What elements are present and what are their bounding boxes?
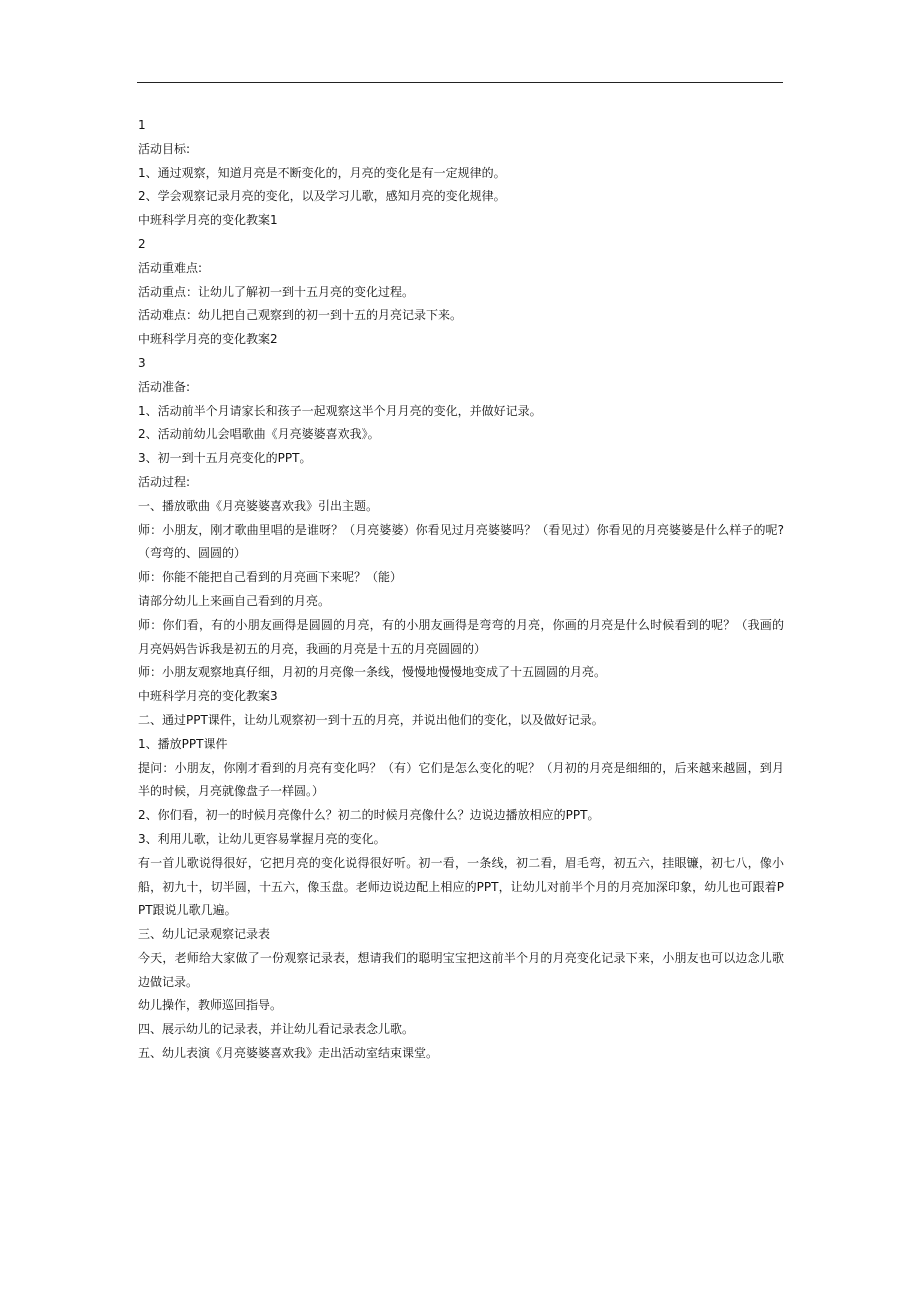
- nursery-rhyme-paragraph: 有一首儿歌说得很好，它把月亮的变化说得很好听。初一看，一条线，初二看，眉毛弯，初五六，挂眼镰，初七八，像小船，初九十，切半圆，十五六，像玉盘。老师边说边配上相应的PPT，让幼儿对前半个月的月亮加深印象，幼儿也可跟着PPT跟说儿歌几遍。: [138, 855, 784, 918]
- process-step-2: 二、通过PPT课件，让幼儿观察初一到十五的月亮，并说出他们的变化，以及做好记录。: [138, 712, 604, 727]
- process-step-1: 一、播放歌曲《月亮婆婆喜欢我》引出主题。: [138, 498, 379, 513]
- objective-item-1: 1、通过观察，知道月亮是不断变化的，月亮的变化是有一定规律的。: [138, 165, 506, 180]
- instruction-line: 请部分幼儿上来画自己看到的月亮。: [138, 593, 331, 608]
- substep-3: 3、利用儿歌，让幼儿更容易掌握月亮的变化。: [138, 831, 386, 846]
- preparation-item-2: 2、活动前幼儿会唱歌曲《月亮婆婆喜欢我》。: [138, 427, 380, 442]
- heading-process: 活动过程:: [138, 474, 191, 489]
- lesson-plan-label-1: 中班科学月亮的变化教案1: [138, 213, 278, 228]
- heading-objectives: 活动目标:: [138, 141, 191, 156]
- document-body: [138, 114, 784, 1066]
- question-paragraph: 提问：小朋友，你刚才看到的月亮有变化吗？（有）它们是怎么变化的呢？（月初的月亮是细细的，后来越来越圆，到月半的时候，月亮就像盘子一样圆。）: [138, 760, 784, 799]
- process-step-4: 四、展示幼儿的记录表，并让幼儿看记录表念儿歌。: [138, 1022, 415, 1037]
- objective-item-2: 2、学会观察记录月亮的变化，以及学习儿歌，感知月亮的变化规律。: [138, 189, 506, 204]
- dialogue-paragraph: 师：你们看，有的小朋友画得是圆圆的月亮，有的小朋友画得是弯弯的月亮，你画的月亮是什么时候看到的呢？（我画的月亮妈妈告诉我是初五的月亮，我画的月亮是十五的月亮圆圆的）: [138, 617, 784, 656]
- record-sheet-paragraph: 今天，老师给大家做了一份观察记录表，想请我们的聪明宝宝把这前半个月的月亮变化记录下来，小朋友也可以边念儿歌边做记录。: [138, 950, 784, 989]
- section-number-3: 3: [138, 355, 146, 370]
- lesson-plan-label-3: 中班科学月亮的变化教案3: [138, 689, 278, 704]
- operation-line: 幼儿操作，教师巡回指导。: [138, 998, 283, 1013]
- dialogue-line: 师：你能不能把自己看到的月亮画下来呢？（能）: [138, 570, 403, 585]
- process-step-3: 三、幼儿记录观察记录表: [138, 927, 271, 942]
- heading-key-points: 活动重难点:: [138, 260, 203, 275]
- difficult-point: 活动难点：幼儿把自己观察到的初一到十五的月亮记录下来。: [138, 308, 463, 323]
- lesson-plan-label-2: 中班科学月亮的变化教案2: [138, 332, 278, 347]
- section-number-2: 2: [138, 236, 146, 251]
- key-point: 活动重点：让幼儿了解初一到十五月亮的变化过程。: [138, 284, 415, 299]
- header-rule: [137, 82, 783, 83]
- section-number-1: 1: [138, 118, 146, 132]
- substep-2: 2、你们看，初一的时候月亮像什么？初二的时候月亮像什么？边说边播放相应的PPT。: [138, 808, 600, 823]
- preparation-item-1: 1、活动前半个月请家长和孩子一起观察这半个月月亮的变化，并做好记录。: [138, 403, 542, 418]
- process-step-5: 五、幼儿表演《月亮婆婆喜欢我》走出活动室结束课堂。: [138, 1046, 439, 1061]
- preparation-item-3: 3、初一到十五月亮变化的PPT。: [138, 451, 312, 466]
- dialogue-line: 师：小朋友观察地真仔细，月初的月亮像一条线，慢慢地慢慢地变成了十五圆圆的月亮。: [138, 665, 607, 680]
- heading-preparation: 活动准备:: [138, 379, 191, 394]
- substep-1: 1、播放PPT课件: [138, 736, 228, 751]
- dialogue-paragraph: 师：小朋友，刚才歌曲里唱的是谁呀？（月亮婆婆）你看见过月亮婆婆吗？（看见过）你看见的月亮婆婆是什么样子的呢?（弯弯的、圆圆的）: [138, 522, 784, 561]
